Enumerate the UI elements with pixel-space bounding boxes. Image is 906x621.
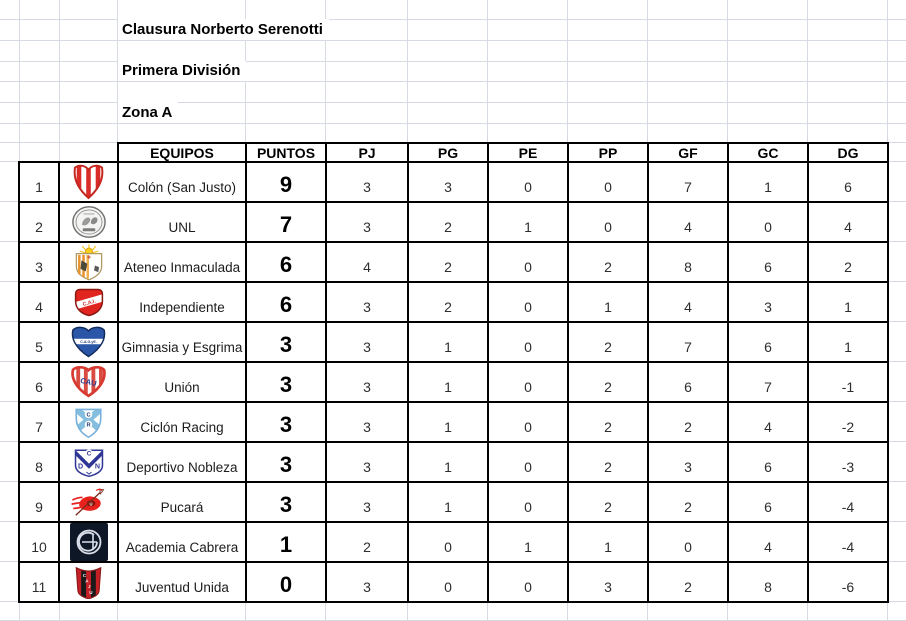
- pp-cell[interactable]: 1: [568, 522, 648, 562]
- pe-cell[interactable]: 0: [488, 362, 568, 402]
- gc-cell[interactable]: 6: [728, 322, 808, 362]
- academia-cabrera-logo-icon: [70, 523, 108, 561]
- gc-cell[interactable]: 8: [728, 562, 808, 602]
- gf-cell[interactable]: 8: [648, 242, 728, 282]
- gf-cell[interactable]: 2: [648, 482, 728, 522]
- pp-cell[interactable]: 2: [568, 482, 648, 522]
- gc-cell[interactable]: 6: [728, 442, 808, 482]
- team-name-cell[interactable]: Gimnasia y Esgrima: [118, 322, 246, 362]
- header-spacer-logo: [59, 143, 118, 162]
- rank-cell[interactable]: 4: [19, 282, 59, 322]
- pe-cell[interactable]: 0: [488, 162, 568, 202]
- dg-cell[interactable]: 2: [808, 242, 888, 282]
- gf-cell[interactable]: 6: [648, 362, 728, 402]
- svg-text:N: N: [94, 462, 100, 471]
- spreadsheet-gridline: [0, 40, 906, 41]
- table-row: [19, 162, 888, 202]
- pp-cell[interactable]: 0: [568, 202, 648, 242]
- col-header-puntos[interactable]: PUNTOS: [246, 143, 326, 162]
- points-cell[interactable]: 3: [246, 442, 326, 482]
- gf-cell[interactable]: 3: [648, 442, 728, 482]
- table-row: [19, 562, 888, 602]
- pj-cell[interactable]: 3: [326, 442, 408, 482]
- points-cell[interactable]: 6: [246, 282, 326, 322]
- gf-cell[interactable]: 7: [648, 322, 728, 362]
- pj-cell[interactable]: 3: [326, 482, 408, 522]
- svg-text:A: A: [85, 578, 89, 583]
- team-name-cell[interactable]: Unión: [118, 362, 246, 402]
- pp-cell[interactable]: 1: [568, 282, 648, 322]
- svg-text:R: R: [86, 422, 91, 429]
- deportivo-nobleza-logo-icon: [72, 446, 106, 478]
- pj-cell[interactable]: 4: [326, 242, 408, 282]
- points-cell[interactable]: 0: [246, 562, 326, 602]
- dg-cell[interactable]: -6: [808, 562, 888, 602]
- points-cell[interactable]: 3: [246, 362, 326, 402]
- dg-cell[interactable]: -3: [808, 442, 888, 482]
- team-logo-cell: [59, 402, 118, 442]
- rank-cell[interactable]: 5: [19, 322, 59, 362]
- table-row: [19, 402, 888, 442]
- dg-cell[interactable]: -4: [808, 522, 888, 562]
- rank-cell[interactable]: 7: [19, 402, 59, 442]
- col-header-pe[interactable]: PE: [488, 143, 568, 162]
- points-cell[interactable]: 9: [246, 162, 326, 202]
- zone-title[interactable]: Zona A: [118, 102, 178, 123]
- dg-cell[interactable]: -1: [808, 362, 888, 402]
- pg-cell[interactable]: 0: [408, 522, 488, 562]
- rank-cell[interactable]: 6: [19, 362, 59, 402]
- pp-cell[interactable]: 2: [568, 442, 648, 482]
- pj-cell[interactable]: 3: [326, 322, 408, 362]
- col-header-equipos[interactable]: EQUIPOS: [118, 143, 246, 162]
- table-row: [19, 322, 888, 362]
- points-cell[interactable]: 3: [246, 322, 326, 362]
- pj-cell[interactable]: 3: [326, 202, 408, 242]
- team-logo-cell: [59, 202, 118, 242]
- ciclon-racing-logo-icon: [73, 406, 104, 439]
- svg-text:D: D: [77, 462, 83, 471]
- rank-cell[interactable]: 10: [19, 522, 59, 562]
- pe-cell[interactable]: 0: [488, 482, 568, 522]
- col-header-gf[interactable]: GF: [648, 143, 728, 162]
- pe-cell[interactable]: 0: [488, 322, 568, 362]
- team-logo-cell: [59, 362, 118, 402]
- gf-cell[interactable]: 2: [648, 562, 728, 602]
- rank-cell[interactable]: 1: [19, 162, 59, 202]
- pg-cell[interactable]: 1: [408, 482, 488, 522]
- table-row: [19, 242, 888, 282]
- pj-cell[interactable]: 3: [326, 162, 408, 202]
- pj-cell[interactable]: 3: [326, 562, 408, 602]
- ateneo-inmaculada-logo-icon: [73, 244, 105, 281]
- svg-text:C.A.I.: C.A.I.: [81, 298, 97, 308]
- team-name-cell[interactable]: Colón (San Justo): [118, 162, 246, 202]
- gf-cell[interactable]: 2: [648, 402, 728, 442]
- rank-cell[interactable]: 9: [19, 482, 59, 522]
- pg-cell[interactable]: 2: [408, 242, 488, 282]
- pe-cell[interactable]: 0: [488, 282, 568, 322]
- team-logo-cell: [59, 562, 118, 602]
- pp-cell[interactable]: 2: [568, 402, 648, 442]
- gf-cell[interactable]: 4: [648, 282, 728, 322]
- table-row: [19, 282, 888, 322]
- gf-cell[interactable]: 7: [648, 162, 728, 202]
- gf-cell[interactable]: 4: [648, 202, 728, 242]
- table-row: [19, 202, 888, 242]
- table-row: [19, 482, 888, 522]
- pp-cell[interactable]: 2: [568, 362, 648, 402]
- team-logo-cell: [59, 242, 118, 282]
- pe-cell[interactable]: 0: [488, 242, 568, 282]
- col-header-pg[interactable]: PG: [408, 143, 488, 162]
- team-name-cell[interactable]: Ciclón Racing: [118, 402, 246, 442]
- pg-cell[interactable]: 2: [408, 202, 488, 242]
- svg-text:C: C: [86, 411, 91, 418]
- svg-text:C.A.G.yE.: C.A.G.yE.: [80, 339, 97, 344]
- gc-cell[interactable]: 1: [728, 162, 808, 202]
- gf-cell[interactable]: 0: [648, 522, 728, 562]
- dg-cell[interactable]: -4: [808, 482, 888, 522]
- team-name-cell[interactable]: Pucará: [118, 482, 246, 522]
- table-row: [19, 522, 888, 562]
- team-logo-cell: [59, 522, 118, 562]
- juventud-unida-logo-icon: [73, 566, 104, 599]
- dg-cell[interactable]: 4: [808, 202, 888, 242]
- points-cell[interactable]: 1: [246, 522, 326, 562]
- gc-cell[interactable]: 6: [728, 242, 808, 282]
- rank-cell[interactable]: 8: [19, 442, 59, 482]
- pg-cell[interactable]: 3: [408, 162, 488, 202]
- independiente-logo-icon: [72, 287, 106, 318]
- col-header-dg[interactable]: DG: [808, 143, 888, 162]
- gc-cell[interactable]: 4: [728, 522, 808, 562]
- team-logo-cell: [59, 162, 118, 202]
- team-name-cell[interactable]: Independiente: [118, 282, 246, 322]
- unl-logo-icon: [71, 205, 107, 239]
- points-cell[interactable]: 6: [246, 242, 326, 282]
- gc-cell[interactable]: 0: [728, 202, 808, 242]
- spreadsheet-gridline: [0, 123, 906, 124]
- pp-cell[interactable]: 3: [568, 562, 648, 602]
- gc-cell[interactable]: 4: [728, 402, 808, 442]
- gc-cell[interactable]: 7: [728, 362, 808, 402]
- header-spacer-rank: [19, 143, 59, 162]
- rank-cell[interactable]: 3: [19, 242, 59, 282]
- pj-cell[interactable]: 3: [326, 402, 408, 442]
- pj-cell[interactable]: 3: [326, 362, 408, 402]
- pj-cell[interactable]: 3: [326, 282, 408, 322]
- points-cell[interactable]: 3: [246, 482, 326, 522]
- svg-text:CAU: CAU: [79, 375, 98, 389]
- pg-cell[interactable]: 1: [408, 322, 488, 362]
- svg-text:C: C: [82, 572, 87, 578]
- pg-cell[interactable]: 1: [408, 362, 488, 402]
- pucara-logo-icon: [69, 487, 108, 518]
- pe-cell[interactable]: 1: [488, 202, 568, 242]
- dg-cell[interactable]: 1: [808, 322, 888, 362]
- svg-text:U: U: [89, 500, 93, 506]
- standings-table: [18, 142, 889, 603]
- rank-cell[interactable]: 2: [19, 202, 59, 242]
- team-logo-cell: [59, 322, 118, 362]
- union-logo-icon: [70, 366, 107, 398]
- team-name-cell[interactable]: Juventud Unida: [118, 562, 246, 602]
- dg-cell[interactable]: 6: [808, 162, 888, 202]
- svg-text:U: U: [89, 589, 93, 595]
- team-name-cell[interactable]: Deportivo Nobleza: [118, 442, 246, 482]
- pe-cell[interactable]: 1: [488, 522, 568, 562]
- spreadsheet-gridline: [0, 81, 906, 82]
- pp-cell[interactable]: 0: [568, 162, 648, 202]
- team-logo-cell: [59, 442, 118, 482]
- gc-cell[interactable]: 6: [728, 482, 808, 522]
- header-row: [19, 143, 888, 162]
- colon-san-justo-logo-icon: [72, 164, 105, 200]
- tournament-title[interactable]: Clausura Norberto Serenotti: [118, 19, 329, 40]
- team-name-cell[interactable]: UNL: [118, 202, 246, 242]
- pp-cell[interactable]: 2: [568, 322, 648, 362]
- division-title[interactable]: Primera División: [118, 61, 246, 81]
- team-name-cell[interactable]: Ateneo Inmaculada: [118, 242, 246, 282]
- pg-cell[interactable]: 0: [408, 562, 488, 602]
- team-name-cell[interactable]: Academia Cabrera: [118, 522, 246, 562]
- svg-text:J: J: [88, 583, 91, 589]
- points-cell[interactable]: 3: [246, 402, 326, 442]
- dg-cell[interactable]: 1: [808, 282, 888, 322]
- table-row: [19, 442, 888, 482]
- pg-cell[interactable]: 2: [408, 282, 488, 322]
- col-header-gc[interactable]: GC: [728, 143, 808, 162]
- rank-cell[interactable]: 11: [19, 562, 59, 602]
- gc-cell[interactable]: 3: [728, 282, 808, 322]
- pe-cell[interactable]: 0: [488, 442, 568, 482]
- dg-cell[interactable]: -2: [808, 402, 888, 442]
- table-row: [19, 362, 888, 402]
- team-logo-cell: [59, 282, 118, 322]
- pp-cell[interactable]: 2: [568, 242, 648, 282]
- svg-text:C: C: [86, 450, 91, 458]
- pe-cell[interactable]: 0: [488, 562, 568, 602]
- gimnasia-y-esgrima-logo-icon: [70, 326, 107, 359]
- team-logo-cell: [59, 482, 118, 522]
- pg-cell[interactable]: 1: [408, 402, 488, 442]
- pj-cell[interactable]: 2: [326, 522, 408, 562]
- points-cell[interactable]: 7: [246, 202, 326, 242]
- col-header-pp[interactable]: PP: [568, 143, 648, 162]
- pe-cell[interactable]: 0: [488, 402, 568, 442]
- pg-cell[interactable]: 1: [408, 442, 488, 482]
- col-header-pj[interactable]: PJ: [326, 143, 408, 162]
